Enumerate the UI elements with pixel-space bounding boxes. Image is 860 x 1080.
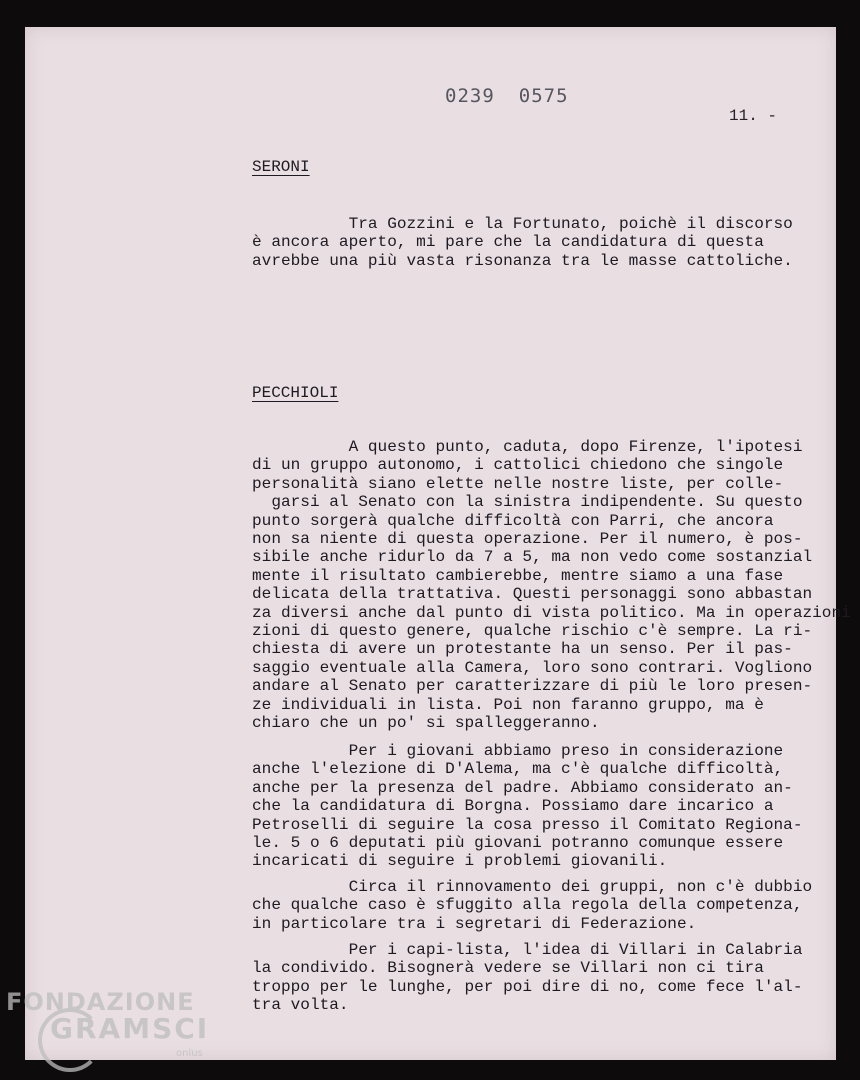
watermark-line-2: GRAMSCI [50,1012,210,1045]
document-page [25,27,851,1060]
archive-code-2: 0575 [518,85,569,107]
archive-stamp [445,85,593,107]
page-number: 11. - [729,107,778,125]
paragraph-pecchioli-3: Circa il rinnovamento dei gruppi, non c'è dubbio che qualche caso è sfuggito alla regola della competenza, in particolare tra i segretari di Federazione. [252,878,813,933]
paragraph-seroni-1: Tra Gozzini e la Fortunato, poichè il discorso è ancora aperto, mi pare che la candidatura di questa avrebbe una più vasta risonanza tra le masse cattoliche. [252,215,793,270]
gramsci-logo-icon [38,1008,102,1072]
paragraph-pecchioli-1: A questo punto, caduta, dopo Firenze, l'ipotesi di un gruppo autonomo, i cattolici chiedono che singole personalità siano elette nelle nostre liste, per colle- garsi al Senato con la sinistra indipendente. Su questo punto sorgerà qualche difficoltà con Parri, che ancora non sa niente di questa operazione. Per il numero, è pos- sibile anche ridurlo da 7 a 5, ma non vedo come sostanzial mente il risultato cambierebbe, mentre siamo a una fase delicata della trattativa. Questi personaggi sono abbastan za diversi anche dal punto di vista politico. Ma in operazioni zioni di questo genere, qualche rischio c'è sempre. La ri- chiesta di avere un protestante ha un senso. Per il pas- saggio eventuale alla Camera, loro sono contrari. Vogliono andare al Senato per caratterizzare di più le loro presen- ze individuali in lista. Poi non faranno gruppo, ma è chiaro che un po' si spalleggeranno. [252,438,851,733]
paragraph-pecchioli-4: Per i capi-lista, l'idea di Villari in Calabria la condivido. Bisognerà vedere se Villari non ci tira troppo per le lunghe, per poi dire di no, come fece l'al- tra volta. [252,941,803,1015]
speaker-heading-seroni: SERONI [252,158,310,176]
speaker-heading-pecchioli: PECCHIOLI [252,384,339,402]
watermark-line-3: onlus [176,1048,203,1059]
archive-code-1: 0239 [445,85,495,107]
fondazione-gramsci-watermark [6,988,210,1059]
paragraph-pecchioli-2: Per i giovani abbiamo preso in considerazione anche l'elezione di D'Alema, ma c'è qualche difficoltà, anche per la presenza del padre. Abbiamo considerato an- che la candidatura di Borgna. Possiamo dare incarico a Petroselli di seguire la cosa presso il Comitato Regiona- le. 5 o 6 deputati più giovani potranno comunque essere incaricati di seguire i problemi giovanili. [252,742,803,871]
watermark-line-1: FONDAZIONE [6,988,195,1016]
